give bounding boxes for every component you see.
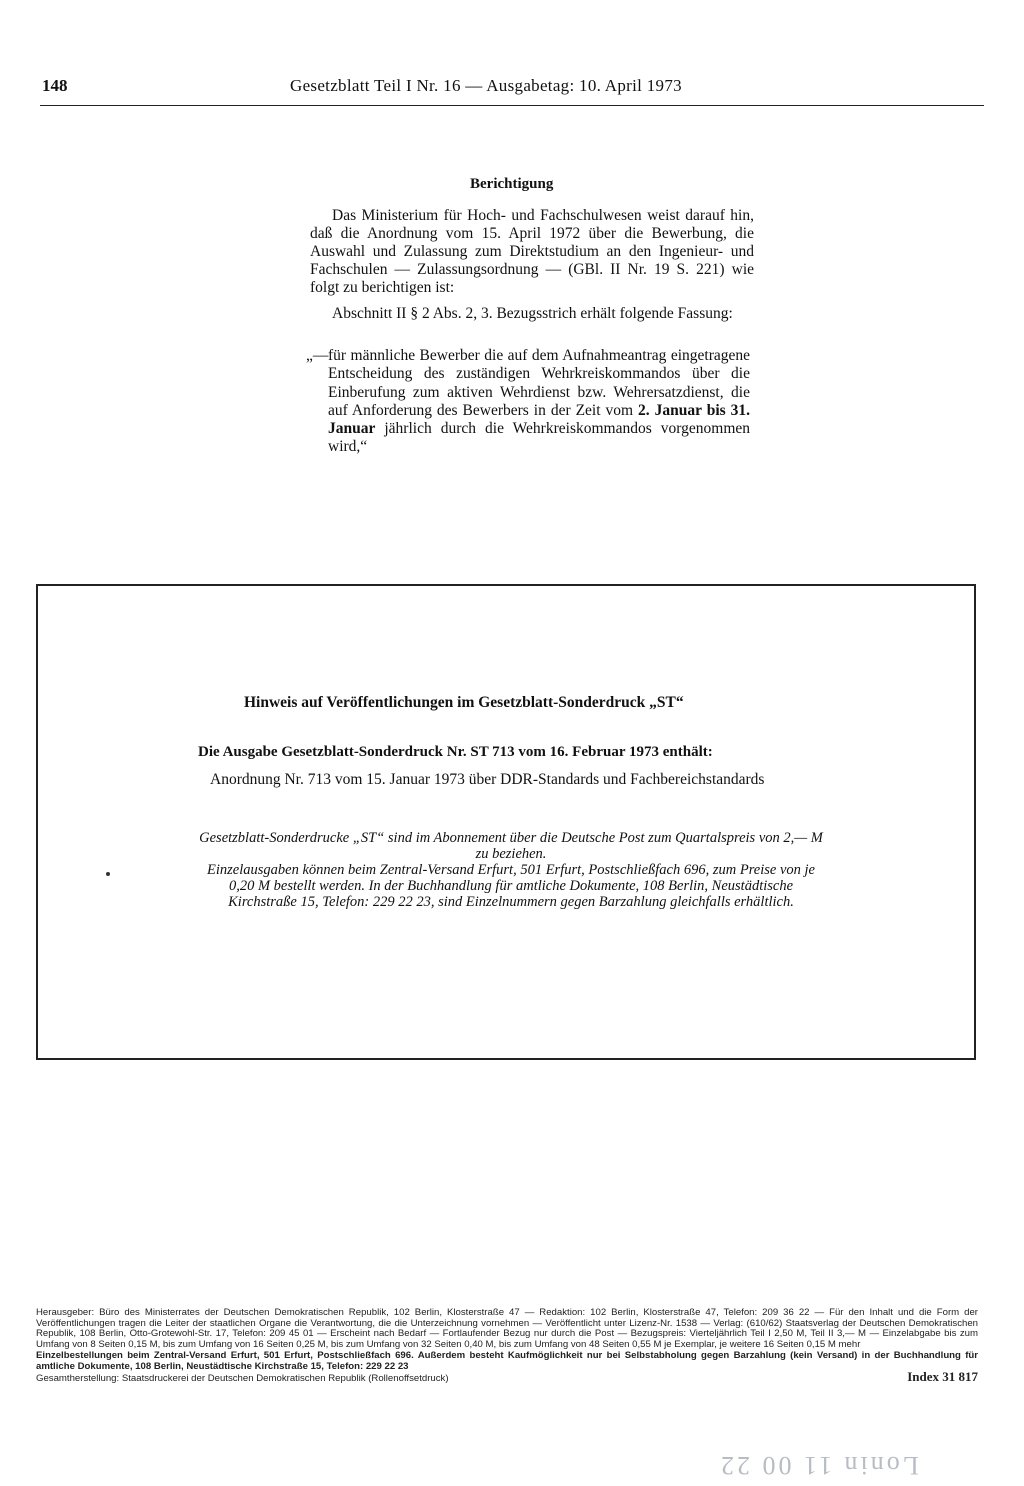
imprint-footer	[36, 1308, 978, 1385]
correction-section: Abschnitt II § 2 Abs. 2, 3. Bezugsstrich erhält folgende Fassung:	[332, 305, 733, 322]
notice-title: Hinweis auf Veröffentlichungen im Gesetzblatt-Sonderdruck „ST“	[244, 694, 684, 711]
notice-box	[36, 584, 976, 1060]
footer-orders: Einzelbestellungen beim Zentral-Versand Erfurt, 501 Erfurt, Postschließfach 696. Außerdem besteht Kaufmöglichkeit nur bei Selbstabholung gegen Barzahlung (kein Versand) in der Buchhandlung für amtliche Dokumente, 108 Berlin, Neustädtische Kirchstraße 15, Telefon: 229 22 23	[36, 1349, 978, 1372]
issue-content: Anordnung Nr. 713 vom 15. Januar 1973 über DDR-Standards und Fachbereichstandards	[210, 771, 765, 788]
quote-text	[328, 347, 750, 457]
quote-text-a: für männliche Bewerber die auf dem Aufnahmeantrag eingetragene Entscheidung des zuständigen Wehrkreiskommandos über die Einberufung zum aktiven Wehrdienst bzw. Wehrersatzdienst, die auf Anforderung des Bewerbers in der Zeit vom	[328, 347, 750, 419]
correction-title: Berichtigung	[470, 176, 554, 192]
archive-stamp: Lonin 11 00 22	[718, 1451, 919, 1480]
issue-heading: Die Ausgabe Gesetzblatt-Sonderdruck Nr. ST 713 vom 16. Februar 1973 enthält:	[198, 744, 713, 760]
correction-intro: Das Ministerium für Hoch- und Fachschulwesen weist darauf hin, daß die Anordnung vom 15. April 1972 über die Bewerbung, die Auswahl und Zulassung zum Direktstudium an den Ingenieur- und Fachschulen — Zulassungsordnung — (GBl. II Nr. 19 S. 221) wie folgt zu berichtigen ist:	[310, 207, 754, 296]
running-head: Gesetzblatt Teil I Nr. 16 — Ausgabetag: 10. April 1973	[290, 76, 682, 95]
footer-printer: Gesamtherstellung: Staatsdruckerei der Deutschen Demokratischen Republik (Rollenoffsetdruck)	[36, 1373, 449, 1385]
page-number: 148	[42, 76, 68, 95]
quote-lead: „—	[306, 347, 329, 364]
correction-body	[310, 207, 754, 323]
subscription-text-2: Einzelausgaben können beim Zentral-Versand Erfurt, 501 Erfurt, Postschließfach 696, zum Preise von je 0,20 M bestellt werden. In der Buchhandlung für amtliche Dokumente, 108 Berlin, Neustädtische Kirchstraße 15, Telefon: 229 22 23, sind Einzelnummern gegen Barzahlung gleichfalls erhältlich.	[207, 862, 815, 910]
footer-index: Index 31 817	[907, 1369, 978, 1385]
speck-dot	[106, 872, 110, 876]
footer-imprint: Herausgeber: Büro des Ministerrates der Deutschen Demokratischen Republik, 102 Berlin, Klosterstraße 47 — Redaktion: 102 Berlin, Klosterstraße 47, Telefon: 209 36 22 — Für den Inhalt und die Form der Veröffentlichungen tragen die Leiter der staatlichen Organe die Verantwortung, die die Unterzeichnung vornehmen — Veröffentlicht unter Lizenz-Nr. 1538 — Verlag: (610/62) Staatsverlag der Deutschen Demokratischen Republik, 108 Berlin, Otto-Grotewohl-Str. 17, Telefon: 209 45 01 — Erscheint nach Bedarf — Fortlaufender Bezug nur durch die Post — Bezugspreis: Vierteljährlich Teil I 2,50 M, Teil II 3,— M — Einzelabgabe bis zum Umfang von 8 Seiten 0,15 M, bis zum Umfang von 16 Seiten 0,25 M, bis zum Umfang von 32 Seiten 0,40 M, bis zum Umfang von 48 Seiten 0,55 M je Exemplar, je weitere 16 Seiten 0,15 M mehr	[36, 1307, 978, 1351]
header-rule	[40, 105, 984, 106]
subscription-info	[196, 830, 826, 910]
correction-quote	[306, 347, 750, 457]
quote-text-bold: 2. Januar bis 31. Januar	[328, 401, 750, 438]
quote-text-b: jährlich durch die Wehrkreiskommandos vorgenommen wird,“	[328, 420, 750, 456]
subscription-text-1: Gesetzblatt-Sonderdrucke „ST“ sind im Abonnement über die Deutsche Post zum Quartalspreis von 2,— M zu beziehen.	[199, 830, 823, 862]
